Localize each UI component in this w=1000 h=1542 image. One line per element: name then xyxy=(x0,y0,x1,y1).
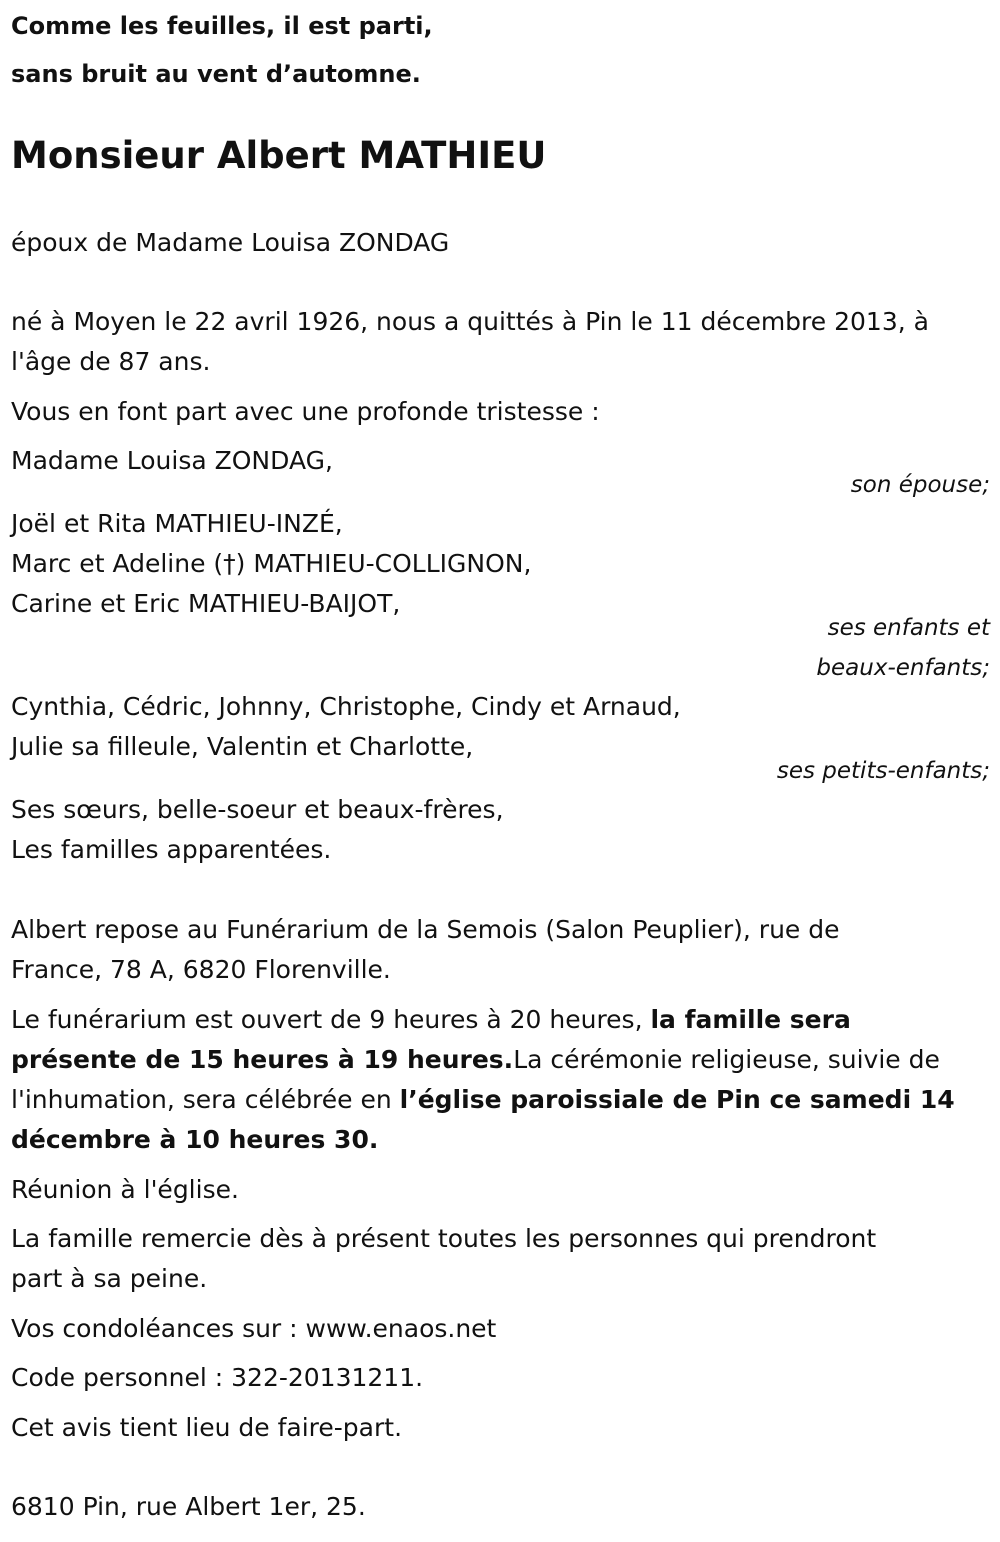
ceremony-text: La cérémonie religieuse, suivie de xyxy=(513,1045,940,1074)
funerarium-line-1: Albert repose au Funérarium de la Semois (Salon Peuplier), rue de xyxy=(11,915,840,944)
condolences-line: Vos condoléances sur : www.enaos.net xyxy=(11,1314,497,1343)
child-line: Carine et Eric MATHIEU-BAIJOT, xyxy=(11,589,401,618)
family-presence-hours: présente de 15 heures à 19 heures. xyxy=(11,1045,514,1074)
thanks-line-1: La famille remercie dès à présent toutes les personnes qui prendront xyxy=(11,1224,877,1253)
children-relation-label-line-1: ses enfants et xyxy=(827,615,990,641)
child-line: Marc et Adeline (†) MATHIEU-COLLIGNON, xyxy=(11,549,532,578)
family-presence-text: la famille sera xyxy=(650,1005,851,1034)
grandchildren-line: Cynthia, Cédric, Johnny, Christophe, Cindy et Arnaud, xyxy=(11,692,681,721)
notice-line: Cet avis tient lieu de faire-part. xyxy=(11,1413,403,1442)
birth-death-line-1: né à Moyen le 22 avril 1926, nous a quittés à Pin le 11 décembre 2013, à xyxy=(11,307,929,336)
funerarium-line-2: France, 78 A, 6820 Florenville. xyxy=(11,955,391,984)
other-family-line: Ses sœurs, belle-soeur et beaux-frères, xyxy=(11,795,504,824)
children-relation-label-line-2: beaux-enfants; xyxy=(816,655,990,681)
thanks-line-2: part à sa peine. xyxy=(11,1264,208,1293)
announcement: Vous en font part avec une profonde tristesse : xyxy=(11,397,600,426)
presence-line xyxy=(11,1040,940,1080)
other-family-line: Les familles apparentées. xyxy=(11,835,332,864)
epigraph-line-2: sans bruit au vent d’automne. xyxy=(11,60,421,88)
hours-line xyxy=(11,1000,851,1040)
hours-text: Le funérarium est ouvert de 9 heures à 20 heures, xyxy=(11,1005,651,1034)
meeting-line: Réunion à l'église. xyxy=(11,1175,239,1204)
personal-code-line: Code personnel : 322-20131211. xyxy=(11,1363,424,1392)
ceremony-date: décembre à 10 heures 30. xyxy=(11,1125,379,1154)
epigraph-line-1: Comme les feuilles, il est parti, xyxy=(11,12,433,40)
burial-text: l'inhumation, sera célébrée en xyxy=(11,1085,400,1114)
grandchildren-line: Julie sa filleule, Valentin et Charlotte, xyxy=(11,732,474,761)
address-line: 6810 Pin, rue Albert 1er, 25. xyxy=(11,1492,366,1521)
spouse-name: Madame Louisa ZONDAG, xyxy=(11,446,333,475)
birth-death-line-2: l'âge de 87 ans. xyxy=(11,347,211,376)
child-line: Joël et Rita MATHIEU-INZÉ, xyxy=(11,509,343,538)
deceased-name: Monsieur Albert MATHIEU xyxy=(11,134,547,177)
spouse-relation-label: son épouse; xyxy=(850,472,990,498)
church-location: l’église paroissiale de Pin ce samedi 14 xyxy=(399,1085,955,1114)
grandchildren-relation-label: ses petits-enfants; xyxy=(776,758,990,784)
burial-line xyxy=(11,1080,955,1120)
spouse-line: époux de Madame Louisa ZONDAG xyxy=(11,228,450,257)
